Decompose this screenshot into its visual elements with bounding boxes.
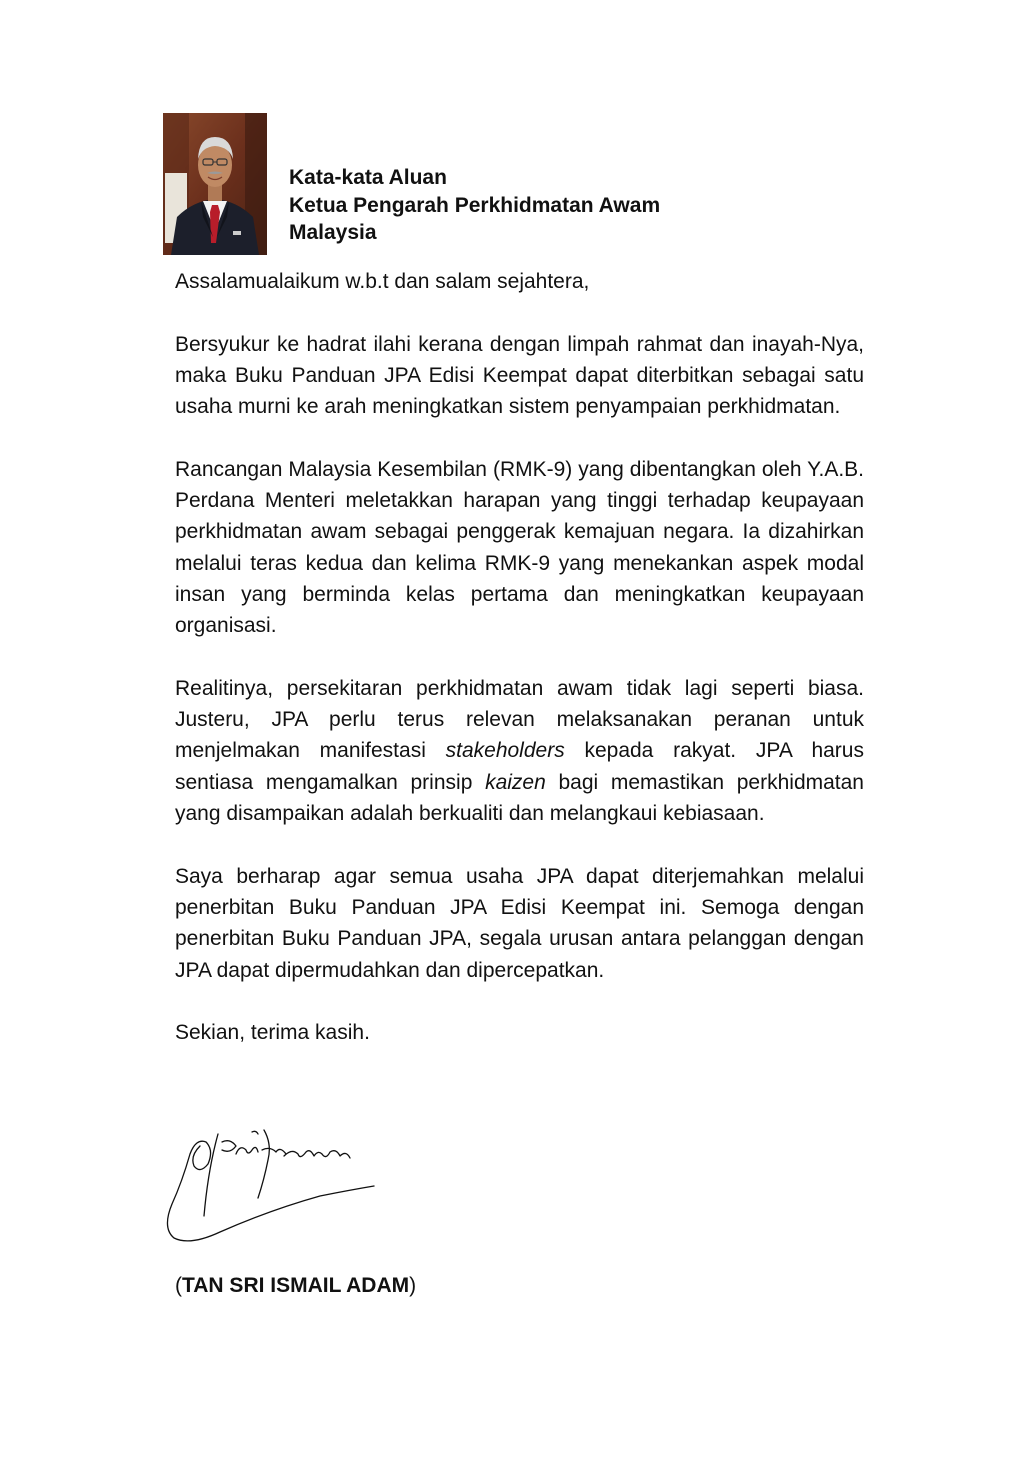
close-paren: )	[409, 1274, 417, 1297]
heading-line-1: Kata-kata Aluan	[289, 166, 447, 189]
portrait-image	[163, 113, 267, 255]
signatory-name: TAN SRI ISMAIL ADAM	[182, 1274, 410, 1297]
heading-line-2: Ketua Pengarah Perkhidmatan Awam	[289, 193, 661, 217]
kaizen-italic-text: kaizen	[485, 770, 546, 794]
paragraph-1: Bersyukur ke hadrat ilahi kerana dengan limpah rahmat dan inayah-Nya, maka Buku Panduan JPA Edisi Keempat dapat diterbitkan sebagai satu usaha murni ke arah meningkatkan sistem penyampaian perkhidmatan.	[175, 332, 864, 419]
paragraph-2: Rancangan Malaysia Kesembilan (RMK-9) yang dibentangkan oleh Y.A.B. Perdana Menteri meletakkan harapan yang tinggi terhadap keupayaan perkhidmatan awam sebagai penggerak kemajuan negara. Ia dizahirkan melalui teras kedua dan kelima RMK-9 yang menekankan aspek modal insan yang berminda kelas pertama dan meningkatkan keupayaan organisasi.	[175, 457, 864, 638]
signatory-name-line	[175, 1270, 416, 1301]
director-portrait-photo	[163, 113, 267, 255]
paragraph-4: Saya berharap agar semua usaha JPA dapat diterjemahkan melalui penerbitan Buku Panduan JPA Edisi Keempat ini. Semoga dengan penerbitan Buku Panduan JPA, segala urusan antara pelanggan dengan JPA dapat dipermudahkan dan dipercepatkan.	[175, 864, 864, 982]
paragraph-3	[175, 673, 864, 829]
letter-heading	[289, 164, 660, 247]
greeting-text: Assalamualaikum w.b.t dan salam sejahtera,	[175, 270, 590, 293]
stakeholders-italic-text: stakeholders	[445, 739, 565, 763]
letter-body	[175, 266, 864, 1048]
signature-image	[160, 1120, 385, 1250]
heading-line-3: Malaysia	[289, 221, 377, 244]
paragraph-3-part-1: Realitinya, persekitaran perkhidmatan awam tidak lagi seperti biasa. Justeru, JPA perlu terus relevan melaksanakan peranan untuk menjelmakan manifestasi	[175, 676, 864, 763]
closing-text: Sekian, terima kasih.	[175, 1021, 370, 1045]
paragraph-3-part-3: bagi memastikan perkhidmatan yang disampaikan adalah berkualiti dan melangkaui kebiasaan.	[175, 770, 864, 826]
handwritten-signature	[160, 1120, 385, 1250]
open-paren: (	[175, 1274, 182, 1297]
paragraph-3-part-2: kepada rakyat. JPA harus sentiasa mengamalkan prinsip	[175, 739, 864, 794]
